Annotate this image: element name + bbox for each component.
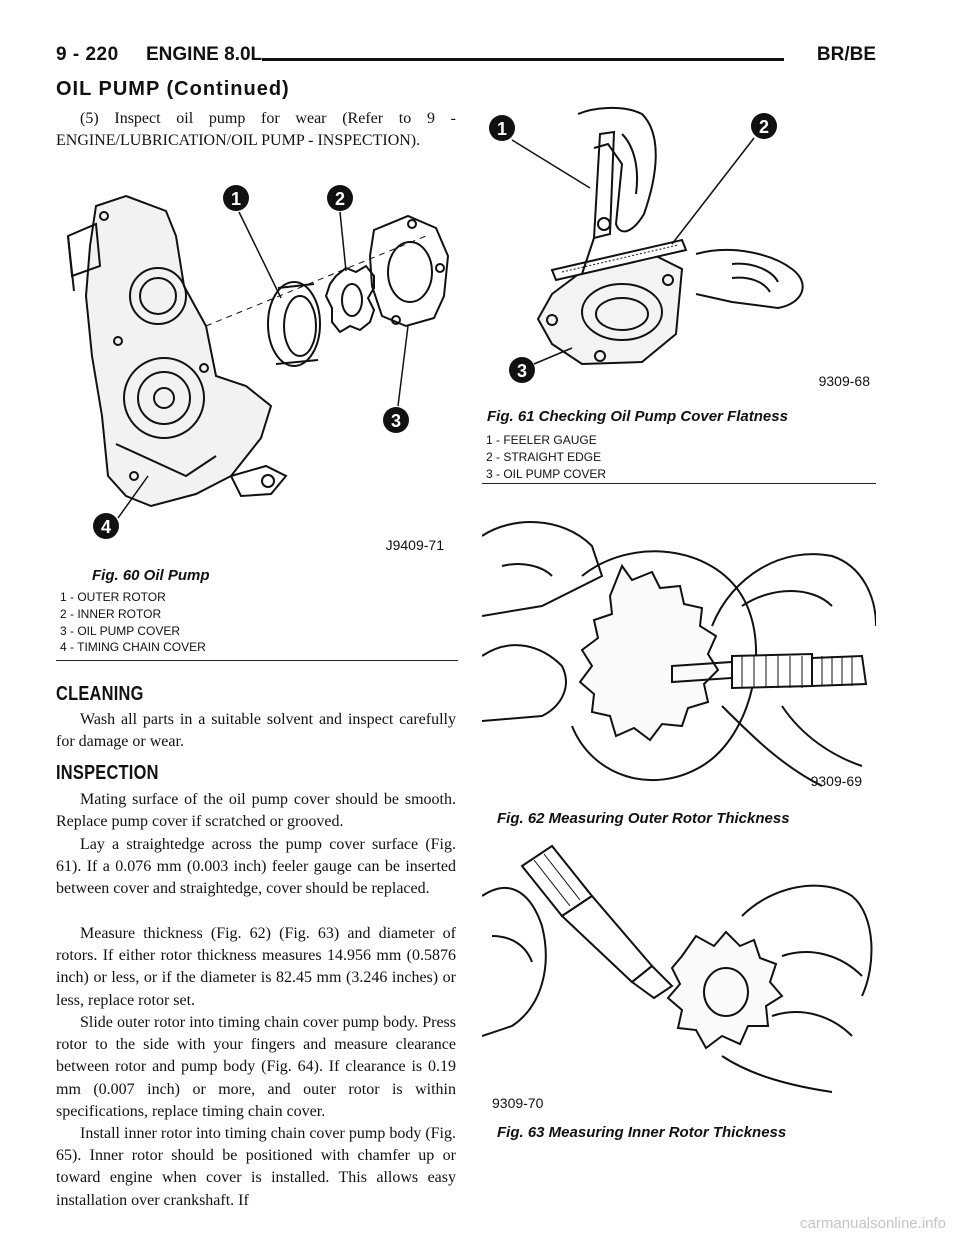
inspection-p5: Install inner rotor into timing chain cover pump body (Fig. 65). Inner rotor should be positioned with chamfer up or toward engine when cover is installed. This allows easy installation over crankshaft. If bbox=[56, 1125, 456, 1209]
fig62-illustration bbox=[482, 506, 876, 806]
fig61-legend-item: 1 - FEELER GAUGE bbox=[486, 433, 597, 447]
fig61-code: 9309-68 bbox=[818, 373, 870, 389]
fig63-caption: Fig. 63 Measuring Inner Rotor Thickness bbox=[497, 1124, 787, 1141]
fig61-divider bbox=[482, 483, 876, 484]
fig60-callout-4: 4 bbox=[100, 517, 112, 537]
page-number: 9 - 220 bbox=[56, 44, 119, 65]
section-title: OIL PUMP (Continued) bbox=[56, 78, 290, 100]
cleaning-heading: CLEANING bbox=[56, 683, 144, 705]
step-5-text: (5) Inspect oil pump for wear (Refer to 9 - ENGINE/LUBRICATION/OIL PUMP - INSPECTION). bbox=[56, 110, 456, 150]
fig63-code: 9309-70 bbox=[492, 1095, 544, 1111]
inspection-p4: Slide outer rotor into timing chain cover pump body. Press rotor to the side with your fingers and measure clearance between rotor and pump body (Fig. 64). If clearance is 0.19 mm (0.007 inch) or more, and outer rotor is within specifications, replace timing chain cover. bbox=[56, 1014, 456, 1120]
cleaning-text: Wash all parts in a suitable solvent and inspect carefully for damage or wear. bbox=[56, 711, 456, 751]
fig60-callout-3: 3 bbox=[390, 411, 402, 431]
inspection-heading: INSPECTION bbox=[56, 762, 159, 784]
fig60-legend bbox=[60, 589, 206, 656]
fig60-divider bbox=[56, 660, 458, 661]
inspection-p3: Measure thickness (Fig. 62) (Fig. 63) and diameter of rotors. If either rotor thickness measures 14.956 mm (0.5876 inch) or less, or if the diameter is 82.45 mm (3.246 inches) or less, replace rotor set. bbox=[56, 925, 456, 1009]
fig60-callout-1: 1 bbox=[230, 189, 242, 209]
watermark: carmanualsonline.info bbox=[800, 1215, 946, 1232]
fig61-legend bbox=[486, 432, 606, 482]
fig61-callout-3: 3 bbox=[516, 361, 528, 381]
fig60-caption: Fig. 60 Oil Pump bbox=[92, 567, 210, 584]
fig60-illustration bbox=[56, 176, 456, 564]
fig60-legend-item: 2 - INNER ROTOR bbox=[60, 606, 162, 621]
fig61-illustration bbox=[482, 104, 876, 404]
page-header bbox=[56, 44, 876, 70]
fig60-callout-2: 2 bbox=[334, 189, 346, 209]
fig61-legend-item: 3 - OIL PUMP COVER bbox=[486, 466, 607, 481]
fig61-legend-item: 2 - STRAIGHT EDGE bbox=[486, 449, 602, 464]
fig61-caption: Fig. 61 Checking Oil Pump Cover Flatness bbox=[487, 408, 788, 425]
inspection-p1: Mating surface of the oil pump cover should be smooth. Replace pump cover if scratched or grooved. bbox=[56, 791, 456, 831]
engine-title: ENGINE 8.0L bbox=[146, 44, 263, 65]
header-rule bbox=[262, 58, 784, 61]
fig62-code: 9309-69 bbox=[810, 773, 862, 789]
fig60-legend-item: 4 - TIMING CHAIN COVER bbox=[60, 640, 206, 655]
fig60-legend-item: 3 - OIL PUMP COVER bbox=[60, 623, 181, 638]
fig61-callout-1: 1 bbox=[496, 119, 508, 139]
fig61-callout-2: 2 bbox=[758, 117, 770, 137]
fig62-caption: Fig. 62 Measuring Outer Rotor Thickness bbox=[497, 810, 790, 827]
fig60-legend-item: 1 - OUTER ROTOR bbox=[60, 590, 166, 604]
fig60-code: J9409-71 bbox=[385, 537, 444, 553]
fig63-illustration bbox=[482, 836, 876, 1120]
inspection-p2: Lay a straightedge across the pump cover surface (Fig. 61). If a 0.076 mm (0.003 inch) feeler gauge can be inserted between cover and straightedge, cover should be replaced. bbox=[56, 836, 456, 898]
model-code: BR/BE bbox=[816, 44, 876, 65]
